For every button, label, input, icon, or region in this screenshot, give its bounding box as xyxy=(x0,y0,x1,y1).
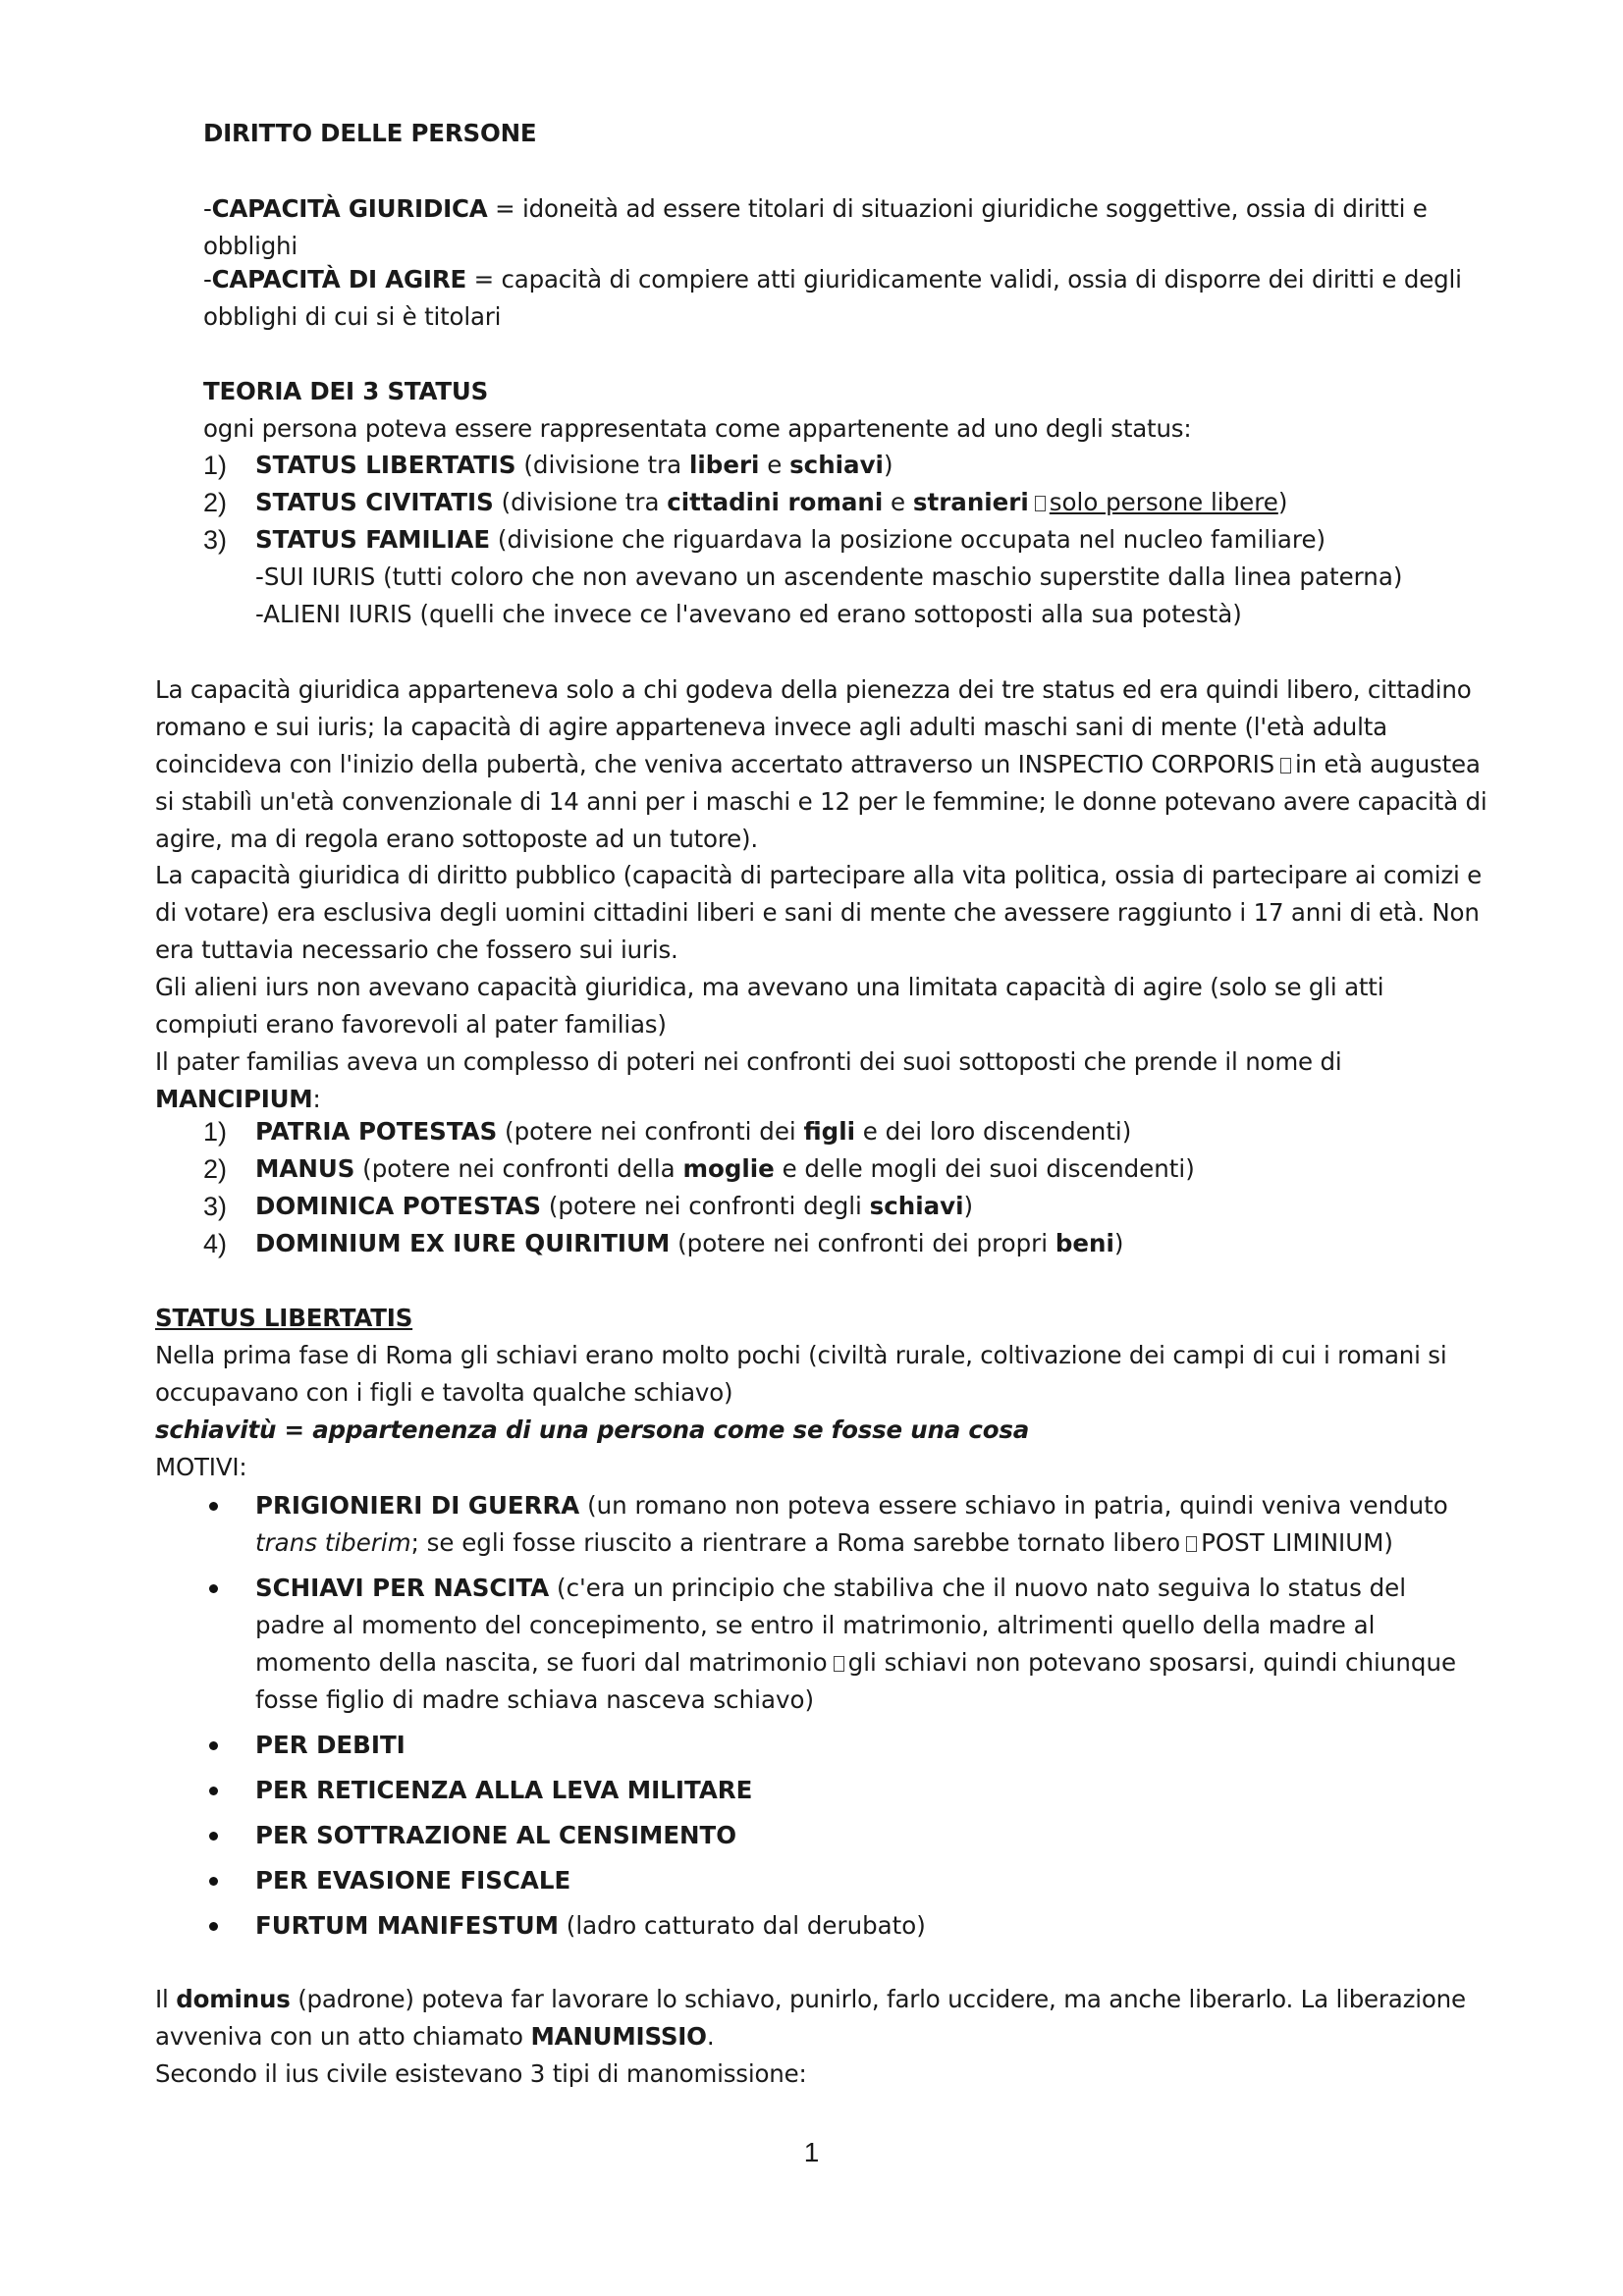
document-title: DIRITTO DELLE PERSONE xyxy=(203,119,537,147)
list-number: 3) xyxy=(203,1192,228,1221)
paragraph-alieni-iuris: Gli alieni iurs non avevano capacità giuridica, ma avevano una limitata capacità di agire (solo se gli atti compiuti erano favorevoli al pater familias) xyxy=(155,973,1384,1039)
list-number: 4) xyxy=(203,1229,228,1258)
bullet-icon xyxy=(209,1741,218,1750)
list-item xyxy=(203,1862,1480,1899)
mancipium-term: MANCIPIUM xyxy=(155,1085,313,1113)
motivo-term: SCHIAVI PER NASCITA xyxy=(255,1574,550,1602)
paragraph-capacita xyxy=(155,671,1490,858)
arrow-glyph-icon xyxy=(834,1656,844,1672)
list-number: 2) xyxy=(203,1154,228,1184)
section-heading-status-libertatis: STATUS LIBERTATIS xyxy=(155,1304,413,1332)
status-libertatis-intro: Nella prima fase di Roma gli schiavi erano molto pochi (civiltà rurale, coltivazione dei campi di cui i romani si occupavano con i figli e tavolta qualche schiavo) xyxy=(155,1341,1447,1407)
arrow-glyph-icon xyxy=(1035,496,1046,511)
list-number: 1) xyxy=(203,1117,228,1147)
definition-text: = idoneità ad essere titolari di situazioni giuridiche soggettive, ossia di diritti e obblighi xyxy=(203,194,1428,260)
list-bold-text: moglie xyxy=(682,1154,775,1183)
list-bold-text: stranieri xyxy=(912,488,1029,516)
dominus-term: dominus xyxy=(176,1985,291,2013)
motivi-list xyxy=(203,1487,1480,1952)
motivo-term: PER SOTTRAZIONE AL CENSIMENTO xyxy=(255,1821,737,1849)
sub-item-sui-iuris: -SUI IURIS (tutti coloro che non avevano un ascendente maschio superstite dalla linea paterna) xyxy=(255,562,1403,591)
power-term: DOMINICA POTESTAS xyxy=(255,1192,542,1220)
teoria-intro: ogni persona poteva essere rappresentata come appartenente ad uno degli status: xyxy=(203,414,1192,443)
list-item xyxy=(203,1817,1480,1854)
list-text: (potere nei confronti degli xyxy=(541,1192,870,1220)
list-item xyxy=(203,1188,1480,1225)
definition-term: CAPACITÀ GIURIDICA xyxy=(211,194,488,223)
schiavitu-definition: schiavitù = appartenenza di una persona come se fosse una cosa xyxy=(155,1415,1030,1444)
power-term: PATRIA POTESTAS xyxy=(255,1117,498,1146)
list-text: (un romano non poteva essere schiavo in patria, quindi veniva venduto xyxy=(579,1491,1448,1520)
list-item xyxy=(203,1727,1480,1764)
definition-capacita-di-agire: -CAPACITÀ DI AGIRE = capacità di compiere atti giuridicamente validi, ossia di disporre dei diritti e degli obblighi di cui si è titolari xyxy=(203,265,1462,331)
list-item xyxy=(203,447,1480,484)
list-text: (c'era un principio che stabiliva che il nuovo nato seguiva lo status del padre al momento del concepimento, se entro il matrimonio, altrimenti quello della madre al momento della nascita, se fuori dal matrimonio xyxy=(255,1574,1407,1677)
paragraph-text: Il xyxy=(155,1985,177,2013)
list-text: e xyxy=(759,451,790,479)
paragraph-text: in età augustea si stabilì un'età convenzionale di 14 anni per i maschi e 12 per le femmine; le donne potevano avere capacità di agire, ma di regola erano sottoposte ad un tutore). xyxy=(155,750,1488,853)
motivo-term: PER EVASIONE FISCALE xyxy=(255,1866,571,1895)
list-item xyxy=(203,521,1480,633)
list-bold-text: figli xyxy=(803,1117,855,1146)
list-text: ) xyxy=(1277,488,1288,516)
list-item xyxy=(203,1150,1480,1188)
power-term: MANUS xyxy=(255,1154,355,1183)
list-bold-text: schiavi xyxy=(789,451,884,479)
sub-item-alieni-iuris: -ALIENI IURIS (quelli che invece ce l'avevano ed erano sottoposti alla sua potestà) xyxy=(255,600,1242,628)
motivo-term: PER DEBITI xyxy=(255,1731,406,1759)
definition-capacita-giuridica: -CAPACITÀ GIURIDICA = idoneità ad essere titolari di situazioni giuridiche soggettive, ossia di diritti e obblighi xyxy=(203,194,1428,260)
list-bold-text: cittadini romani xyxy=(667,488,884,516)
mancipium-list xyxy=(203,1113,1480,1262)
list-text: e dei loro discendenti) xyxy=(855,1117,1132,1146)
status-term: STATUS LIBERTATIS xyxy=(255,451,516,479)
list-number: 3) xyxy=(203,525,228,555)
bullet-icon xyxy=(209,1877,218,1886)
paragraph-text: : xyxy=(312,1085,321,1113)
list-text: e xyxy=(883,488,913,516)
list-bold-text: schiavi xyxy=(869,1192,964,1220)
status-term: STATUS CIVITATIS xyxy=(255,488,494,516)
list-text: POST LIMINIUM) xyxy=(1201,1528,1393,1557)
italic-text: trans tiberim xyxy=(255,1528,411,1557)
power-term: DOMINIUM EX IURE QUIRITIUM xyxy=(255,1229,671,1257)
list-item xyxy=(203,1570,1480,1719)
list-item xyxy=(203,484,1480,521)
list-text: (potere nei confronti dei propri xyxy=(670,1229,1055,1257)
list-text: (divisione tra xyxy=(515,451,689,479)
list-text: (divisione tra xyxy=(493,488,668,516)
definition-term: CAPACITÀ DI AGIRE xyxy=(211,265,467,294)
status-list xyxy=(203,447,1480,633)
paragraph-text: La capacità giuridica apparteneva solo a chi godeva della pienezza dei tre status ed era quindi libero, cittadino romano e sui iuris; la capacità di agire apparteneva invece agli adulti maschi sani di mente (l'età adulta coincideva con l'inizio della pubertà, che veniva accertato attraverso un INSPECTIO CORPORIS xyxy=(155,675,1472,778)
paragraph-ius-civile: Secondo il ius civile esistevano 3 tipi di manomissione: xyxy=(155,2059,807,2088)
paragraph-text: (padrone) poteva far lavorare lo schiavo, punirlo, farlo uccidere, ma anche liberarlo. La liberazione avveniva con un atto chiamato xyxy=(155,1985,1466,2051)
list-item xyxy=(203,1113,1480,1150)
list-text: (divisione che riguardava la posizione occupata nel nucleo familiare) xyxy=(490,525,1326,554)
list-text: (potere nei confronti della xyxy=(354,1154,683,1183)
list-text: e delle mogli dei suoi discendenti) xyxy=(774,1154,1195,1183)
paragraph-manumissio xyxy=(155,1981,1490,2056)
list-text: (potere nei confronti dei xyxy=(497,1117,804,1146)
status-term: STATUS FAMILIAE xyxy=(255,525,491,554)
list-text: ) xyxy=(883,451,893,479)
paragraph-diritto-pubblico: La capacità giuridica di diritto pubblico (capacità di partecipare alla vita politica, ossia di partecipare ai comizi e di votare) era esclusiva degli uomini cittadini liberi e sani di mente che avessere raggiunto i 17 anni di età. Non era tuttavia necessario che fossero sui iuris. xyxy=(155,861,1483,964)
bullet-icon xyxy=(209,1787,218,1795)
list-number: 1) xyxy=(203,451,228,480)
list-bold-text: liberi xyxy=(689,451,760,479)
motivi-label: MOTIVI: xyxy=(155,1453,247,1481)
list-item xyxy=(203,1907,1480,1945)
list-item xyxy=(203,1487,1480,1562)
list-text: ) xyxy=(963,1192,974,1220)
list-item xyxy=(203,1225,1480,1262)
list-text: ) xyxy=(1113,1229,1124,1257)
paragraph-text: . xyxy=(706,2022,715,2051)
list-item xyxy=(203,1772,1480,1809)
definition-text: = capacità di compiere atti giuridicamente validi, ossia di disporre dei diritti e degli obblighi di cui si è titolari xyxy=(203,265,1462,331)
bullet-icon xyxy=(209,1502,218,1511)
bullet-icon xyxy=(209,1584,218,1593)
list-bold-text: beni xyxy=(1055,1229,1114,1257)
bullet-icon xyxy=(209,1832,218,1841)
list-number: 2) xyxy=(203,488,228,517)
underlined-text: solo persone libere xyxy=(1049,488,1278,516)
motivo-term: PER RETICENZA ALLA LEVA MILITARE xyxy=(255,1776,753,1804)
list-text: gli schiavi non potevano sposarsi, quindi chiunque fosse figlio di madre schiava nasceva schiavo) xyxy=(255,1648,1457,1714)
list-text: ; se egli fosse riuscito a rientrare a Roma sarebbe tornato libero xyxy=(410,1528,1181,1557)
page-number: 1 xyxy=(803,2137,820,2167)
paragraph-text: Il pater familias aveva un complesso di poteri nei confronti dei suoi sottoposti che prende il nome di xyxy=(155,1047,1342,1076)
section-heading-teoria: TEORIA DEI 3 STATUS xyxy=(203,377,489,405)
arrow-glyph-icon xyxy=(1186,1536,1197,1552)
paragraph-pater-familias xyxy=(155,1043,1490,1118)
arrow-glyph-icon xyxy=(1280,758,1291,774)
motivo-term: PRIGIONIERI DI GUERRA xyxy=(255,1491,580,1520)
list-text: (ladro catturato dal derubato) xyxy=(558,1911,926,1940)
manumissio-term: MANUMISSIO xyxy=(530,2022,707,2051)
motivo-term: FURTUM MANIFESTUM xyxy=(255,1911,559,1940)
bullet-icon xyxy=(209,1922,218,1931)
